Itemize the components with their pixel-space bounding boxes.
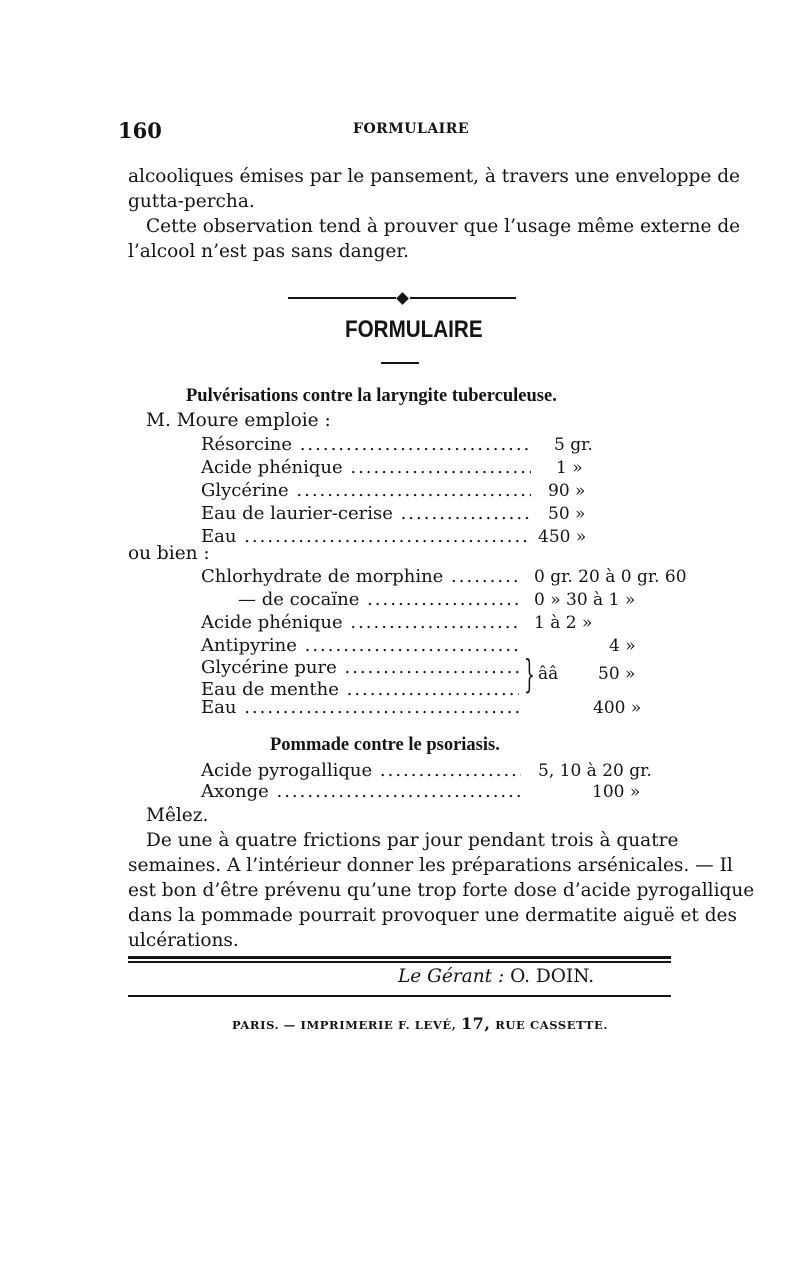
instructions-line: est bon d’être prévenu qu’une trop forte dose d’acide pyrogallique [128,880,755,901]
ingredient-qty: 50 » [548,504,586,524]
mix-instruction: Mêlez. [146,805,209,826]
ingredient-name: Chlorhydrate de morphine ..... [201,566,519,587]
ingredient-name: Eau de laurier-cerise ..... [201,503,531,524]
brace-icon: } [524,652,535,696]
ingredient-qty: 450 » [538,527,587,547]
ingredient-qty: 1 » [556,458,583,478]
intro-line-2: gutta-percha. [128,191,255,212]
recipe2-title: Pommade contre le psoriasis. [270,735,500,755]
recipe1-intro: M. Moure emploie : [146,410,331,431]
signature-label: Le Gérant : [398,966,505,987]
intro-line-1: alcooliques émises par le pansement, à travers une enveloppe de [128,166,741,187]
printer-suffix: RUE CASSETTE. [495,1018,609,1032]
double-rule-bottom [128,961,671,963]
ingredient-qty: 5, 10 à 20 gr. [538,761,652,781]
ornament-diamond-icon [396,292,409,305]
ingredient-qty: 100 » [592,782,641,802]
signature-name: O. DOIN. [510,966,595,987]
instructions-line: ulcérations. [128,930,239,951]
ingredient-qty: 4 » [609,636,636,656]
ingredient-name: Acide pyrogallique ..... [201,760,521,781]
intro-line-3: Cette observation tend à prouver que l’usage même externe de [146,216,741,237]
page-number: 160 [118,118,162,143]
intro-line-4: l’alcool n’est pas sans danger. [128,241,410,262]
ingredient-qty: 0 gr. 20 à 0 gr. 60 [534,567,687,587]
ingredient-name: Glycérine ..... [201,480,531,501]
ingredient-name: Acide phénique ..... [201,457,531,478]
printer-imprint [232,1014,608,1033]
ingredient-name: Axonge ..... [201,781,521,802]
ingredient-name: Résorcine ..... [201,434,531,455]
ornament-left-line [288,297,396,299]
printer-prefix: PARIS. — IMPRIMERIE F. LEVÉ, [232,1018,457,1032]
ingredient-qty: 1 à 2 » [534,613,593,633]
printer-number: 17, [460,1014,491,1033]
instructions-line: semaines. A l’intérieur donner les préparations arsénicales. — Il [128,855,733,876]
aa-qty: 50 » [598,664,636,684]
section-title-rule [381,362,419,364]
ingredient-qty: 0 » 30 à 1 » [534,590,636,610]
ingredient-qty: 90 » [548,481,586,501]
ingredient-name: Glycérine pure ..... [201,657,519,678]
ingredient-name: Eau ..... [201,697,519,718]
ornament-right-line [410,297,516,299]
instructions-line: dans la pommade pourrait provoquer une dermatite aiguë et des [128,905,738,926]
running-head: FORMULAIRE [353,121,470,137]
alt-label: ou bien : [128,543,210,564]
section-title: FORMULAIRE [345,316,483,343]
instructions-line: De une à quatre frictions par jour pendant trois à quatre [146,830,679,851]
ingredient-name: — de cocaïne ..... [238,589,519,610]
double-rule-top [128,956,671,959]
ingredient-qty: 400 » [593,698,642,718]
ingredient-qty: 5 gr. [554,435,593,455]
signature [398,964,594,989]
ingredient-name: Eau ..... [201,526,531,547]
aa-label: ââ [538,664,559,684]
ingredient-name: Acide phénique ..... [201,612,519,633]
ingredient-name: Eau de menthe ..... [201,679,519,700]
ingredient-name: Antipyrine ..... [201,635,519,656]
recipe1-title: Pulvérisations contre la laryngite tuberculeuse. [186,386,557,406]
signature-rule [128,995,671,997]
